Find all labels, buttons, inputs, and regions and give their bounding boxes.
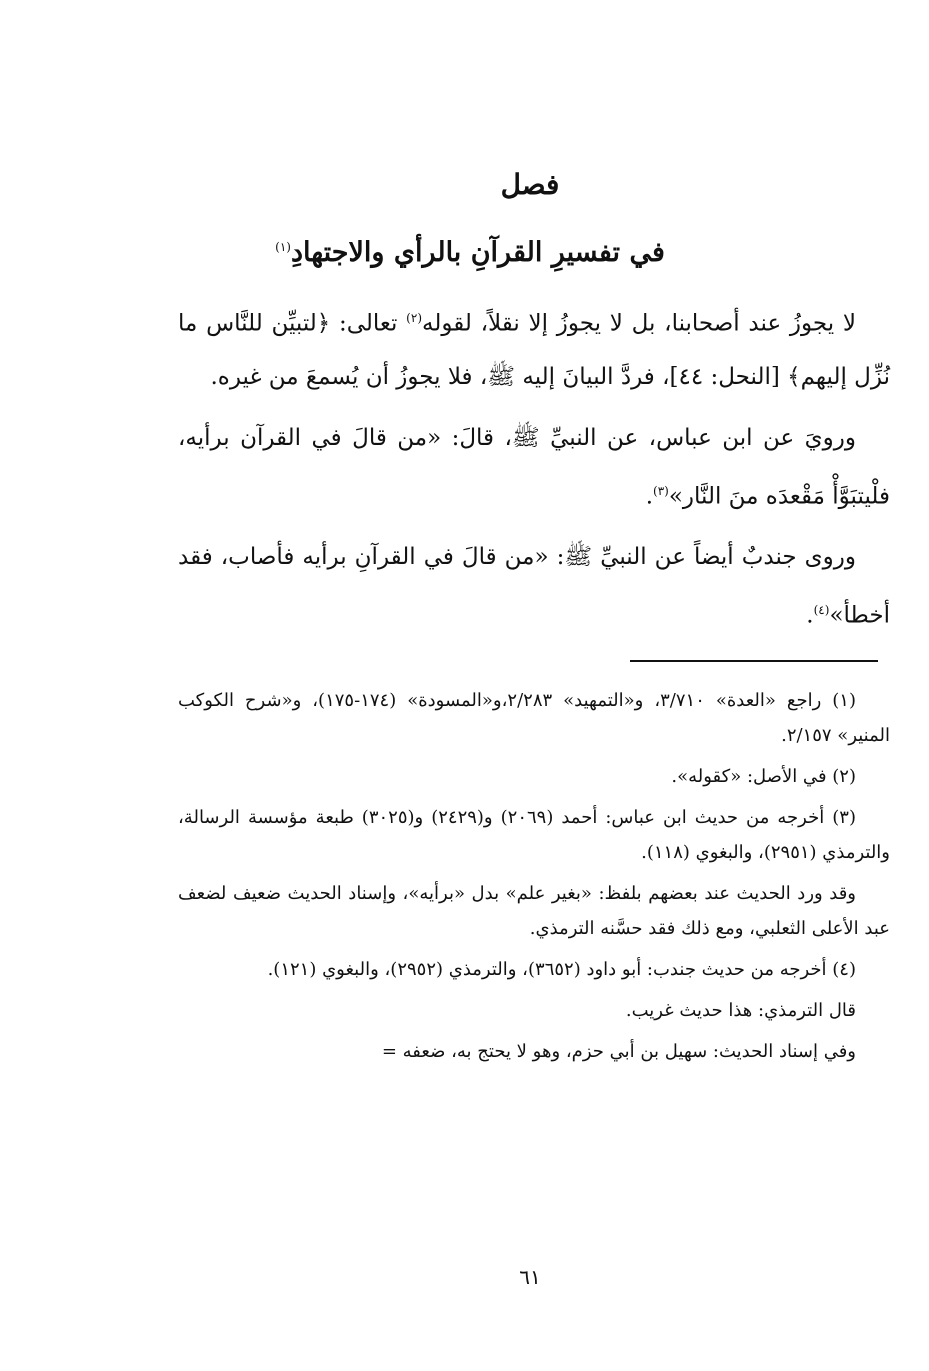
footnote: وفي إسناد الحديث: سهيل بن أبي حزم، وهو لا يحتج به، ضعفه = bbox=[381, 1041, 856, 1062]
footnote-ref: (٤) bbox=[813, 603, 830, 618]
paragraph-text: ورويَ عن ابن عباس، عن النبيِّ ﷺ، قالَ: «من قالَ في القرآن برأيه، فلْيتبَوَّأْ مَقْعدَه منَ النَّار» bbox=[178, 424, 890, 510]
main-text bbox=[178, 292, 890, 651]
footnote: (٤) أخرجه من حديث جندب: أبو داود (٣٦٥٢)، والترمذي (٢٩٥٢)، والبغوي (١٢١). bbox=[267, 959, 856, 980]
paragraph-text-after: . bbox=[806, 602, 814, 629]
body-paragraph bbox=[178, 412, 890, 524]
footnote: (١) راجع «العدة» ٣/٧١٠، و«التمهيد» ٢/٢٨٣،و«المسودة» (١٧٤-١٧٥)، و«شرح الكوكب المنير» ٢/١٥٧. bbox=[178, 690, 890, 746]
footnote: وقد ورد الحديث عند بعضهم بلفظ: «بغير علم» بدل «برأيه»، وإسناد الحديث ضعيف لضعف عبد الأعلى الثعلبي، ومع ذلك فقد حسَّنه الترمذي. bbox=[178, 883, 890, 939]
footnote-ref: (١) bbox=[275, 240, 291, 254]
footnotes bbox=[178, 683, 890, 1075]
paragraph-text-after: . bbox=[645, 483, 653, 510]
footnote-divider bbox=[630, 660, 878, 662]
paragraph-text: وروى جندبٌ أيضاً عن النبيِّ ﷺ: «من قالَ في القرآنِ برأيه فأصاب، فقد أخطأ» bbox=[178, 544, 890, 629]
section-subtitle bbox=[170, 222, 770, 278]
body-paragraph bbox=[178, 531, 890, 643]
footnote: قال الترمذي: هذا حديث غريب. bbox=[625, 1000, 856, 1021]
footnote: (٣) أخرجه من حديث ابن عباس: أحمد (٢٠٦٩) و(٢٤٢٩) و(٣٠٢٥) طبعة مؤسسة الرسالة، والترمذي (٢٩٥١)، والبغوي (١١٨). bbox=[178, 807, 890, 863]
paragraph-text: لا يجوزُ عند أصحابنا، بل لا يجوزُ إلا نقلاً، لقوله bbox=[422, 310, 856, 337]
subtitle-text: في تفسيرِ القرآنِ بالرأي والاجتهادِ bbox=[290, 237, 665, 268]
page-number: ٦١ bbox=[519, 1265, 541, 1289]
footnote-ref: (٢) bbox=[406, 311, 422, 325]
body-paragraph bbox=[178, 292, 890, 404]
footnote: (٢) في الأصل: «كقوله». bbox=[671, 766, 856, 787]
footnote-ref: (٣) bbox=[653, 483, 669, 498]
chapter-title: فصل bbox=[500, 168, 560, 201]
paragraph-text-after: تعالى: ﴿لتبيِّن للنَّاس ما نُزِّل إليهم﴾ [النحل: ٤٤]، فردَّ البيانَ إليه ﷺ، فلا يجوزُ أن يُسمعَ من غيره. bbox=[178, 310, 890, 390]
